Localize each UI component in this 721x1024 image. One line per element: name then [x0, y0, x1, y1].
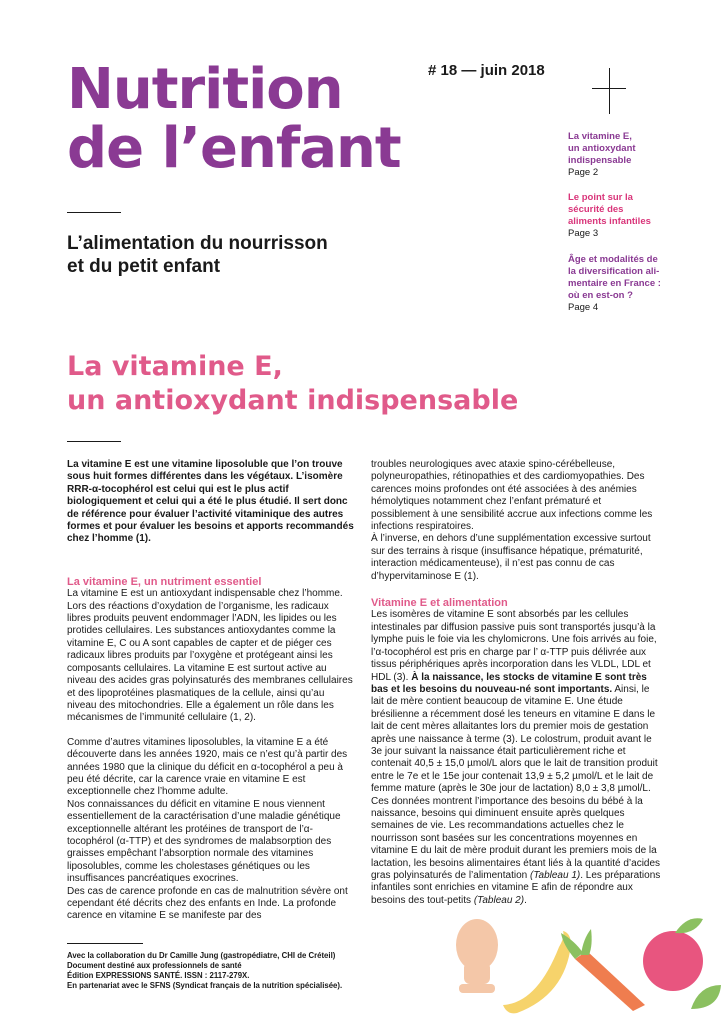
divider: [67, 212, 121, 213]
paragraph: Des cas de carence profonde en cas de malnutrition sévère ont cependant été décrits chez des enfants en Inde. La profonde carence en vitamine E se manifeste par des: [67, 885, 348, 922]
newsletter-title: Nutrition de l’enfant: [67, 57, 401, 181]
toc-item[interactable]: [568, 192, 698, 240]
leaf-icon: [691, 985, 721, 1009]
apple-icon: [643, 918, 703, 991]
toc-item-page: Page 4: [568, 302, 599, 313]
article-intro: La vitamine E est une vitamine liposoluble que l’on trouve sous huit formes différentes dans les végétaux. L’isomère RRR-α-tocophérol est celui qui est le plus actif biologiquement et celui qui a été le plus étudié. Il sert donc de référence pour évaluer l’activité vitaminique des autres formes et pour évaluer les besoins et apports recommandés chez l’homme (1).: [67, 459, 354, 545]
footer-line: En partenariat avec le SFNS (Syndicat français de la nutrition spécialisée).: [67, 981, 343, 990]
text-run: Ainsi, le lait de mère contient beaucoup de vitamine E. Une étude brésilienne a récemment dosé les teneurs en vitamine E dans le lait de cent mères allaitantes lors du premier mois de gestation après une naissance à terme (3). Le colostrum, produit avant le 3e jour suivant la naissance était particulièrement riche et contenait 40,5 ± 15,0 µmol/L alors que le lait de transition produit entre le 7e et le 15e jour contenait 13,9 ± 5,2 µmol/L et le lait de femme mature (après le 30e jour de lactation) 8,0 ± 3,8 µmol/L. Ces données montrent l’importance des besoins du bébé à la naissance, besoins qui diminuent ensuite après quelques semaines de vie. Les recommandations actuelles chez le nourrisson sont basées sur les concentrations moyennes en vitamine E du lait de mère produit durant les premiers mois de la lactation, les besoins alimentaires étant liés à la quantité d’acides gras polyinsaturés de l’alimentation: [371, 683, 661, 881]
section-heading: Vitamine E et alimentation: [371, 597, 508, 610]
text-run: . Les préparations infantiles sont enrichies en vitamine E afin de répondre aux besoins des tout-petits: [371, 870, 661, 906]
footer-credits: [67, 951, 387, 991]
paragraph: La vitamine E est un antioxydant indispensable chez l’homme. Lors des réactions d’oxydation de l’organisme, les radicaux libres produits peuvent endommager l’ADN, les lipides ou les protides cellulaires. Les substances antioxydantes comme la vitamine E, C ou A sont capables de capter et de piéger ces radicaux libres produits par l’oxygène et protégeant ainsi les composants cellulaires. La vitamine E est surtout active au niveau des acides gras polyinsaturés des membranes cellulaires et des lipoprotéines plasmatiques de la cellule, ainsi qu’au niveau des mitochondries. Elle a également un rôle dans les mécanismes de l’immunité cellulaire (1, 2).: [67, 588, 353, 724]
egg-icon: [456, 919, 498, 993]
food-illustration: [437, 905, 721, 1017]
carrot-icon: [561, 929, 645, 1011]
toc-item-page: Page 3: [568, 228, 599, 239]
divider: [67, 441, 121, 442]
toc-item-title: Âge et modalités de la diversification ali- mentaire en France : où en est-on ?: [568, 254, 661, 301]
issue-number: # 18 — juin 2018: [428, 62, 545, 79]
paragraph: À l’inverse, en dehors d’une supplémentation excessive surtout sur des terrains à risque (insuffisance hépatique, prématurité, interaction médicamenteuse), il n’est pas connu de cas d’hypervitaminose E (1).: [371, 533, 651, 582]
article-headline: La vitamine E, un antioxydant indispensable: [67, 351, 519, 416]
text-run: .: [524, 894, 527, 906]
table-reference[interactable]: (Tableau 2): [473, 894, 525, 906]
footer-line: Avec la collaboration du Dr Camille Jung (gastropédiatre, CHI de Créteil): [67, 951, 336, 960]
newsletter-subtitle: L’alimentation du nourrisson et du petit enfant: [67, 233, 328, 277]
table-reference[interactable]: (Tableau 1): [529, 870, 581, 881]
crosshair-vertical: [609, 68, 610, 114]
paragraph: Nos connaissances du déficit en vitamine E nous viennent essentiellement de la caractérisation d’une maladie génétique exceptionnelle altérant les protéines de transport de l’α-tocophérol (α-TTP) et des syndromes de malabsorption des graisses empêchant l’absorption normale des vitamines liposolubles, comme les cholestases génétiques ou les insuffisances pancréatiques exocrines.: [67, 798, 341, 885]
paragraph: [371, 609, 661, 907]
paragraph: troubles neurologiques avec ataxie spino-cérébelleuse, polyneuropathies, rétinopathies et des cardiomyopathies. Des carences moins profondes ont été associées à des anémies hémolytiques notamment chez l’enfant prématuré et possiblement à une sensibilité accrue aux infections comme les infections respiratoires.: [371, 459, 653, 533]
toc-item[interactable]: [568, 254, 698, 314]
toc-item-title: La vitamine E, un antioxydant indispensable: [568, 131, 636, 166]
text-run-bold: À la naissance, les stocks de vitamine E sont très bas et les besoins du nouveau-né sont importants.: [371, 671, 647, 695]
article-column-right: [371, 459, 661, 907]
divider: [67, 943, 143, 944]
toc-item-title: Le point sur la sécurité des aliments infantiles: [568, 192, 651, 227]
toc-item-page: Page 2: [568, 167, 599, 178]
toc-item[interactable]: [568, 131, 698, 179]
article-column-left: [67, 459, 355, 923]
footer-line: Édition EXPRESSIONS SANTÉ. ISSN : 2117-279X.: [67, 971, 250, 980]
banana-icon: [503, 931, 571, 1013]
text-run: Les isomères de vitamine E sont absorbés par les cellules intestinales par diffusion passive puis sont transportés jusqu’à la lymphe puis le foie via les chylomicrons. Une fois arrivés au foie, l’α-tocophérol est pris en charge par l’ α-TTP puis délivrée aux tissus périphériques après incorporation dans les VLDL, LDL et HDL (3).: [371, 609, 657, 683]
paragraph: Comme d’autres vitamines liposolubles, la vitamine E a été découverte dans les années 1920, mais ce n’est qu’à partir des années 1980 que la clinique du déficit en α-tocophérol a peu à peu été décrite, car la carence vraie en vitamine E est exceptionnelle chez l’homme adulte.: [67, 736, 348, 798]
section-heading: La vitamine E, un nutriment essentiel: [67, 575, 262, 588]
footer-line: Document destiné aux professionnels de santé: [67, 961, 242, 970]
